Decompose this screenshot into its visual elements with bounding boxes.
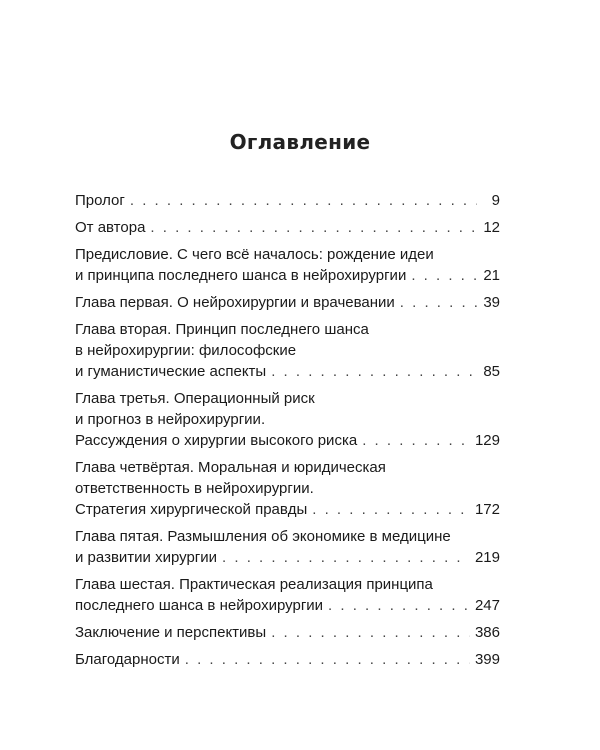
toc-entry-line	[75, 361, 500, 382]
toc-entry[interactable]	[75, 649, 500, 670]
toc-entry[interactable]	[75, 292, 500, 313]
toc-entry-line	[75, 190, 500, 211]
toc-entry[interactable]	[75, 217, 500, 238]
dot-leader	[150, 217, 477, 238]
toc-entry-line	[75, 526, 500, 547]
toc-entry-text: Предисловие. С чего всё началось: рождение идеи	[75, 246, 434, 263]
toc-page-number: 9	[491, 192, 500, 209]
toc-page-number: 247	[474, 597, 500, 614]
dot-leader	[400, 292, 477, 313]
toc-entry-text: Глава третья. Операционный риск	[75, 390, 315, 407]
toc-entry-line	[75, 622, 500, 643]
toc-page-number: 399	[474, 651, 500, 668]
toc-entry[interactable]	[75, 319, 500, 382]
toc-entry-line	[75, 499, 500, 520]
toc-page-number: 219	[474, 549, 500, 566]
toc-entry[interactable]	[75, 622, 500, 643]
toc-entry-text: Глава пятая. Размышления об экономике в медицине	[75, 528, 451, 545]
dot-leader	[328, 595, 470, 616]
toc-entry-text: и прогноз в нейрохирургии.	[75, 411, 266, 428]
toc-entry-text: Глава первая. О нейрохирургии и врачевании	[75, 294, 395, 311]
toc-entry-line	[75, 595, 500, 616]
toc-entry-line	[75, 457, 500, 478]
toc-entry-line	[75, 649, 500, 670]
toc-entry-text: в нейрохирургии: философские	[75, 342, 297, 359]
toc-entry-text: и принципа последнего шанса в нейрохирургии	[75, 267, 407, 284]
toc-entry-text: Стратегия хирургической правды	[75, 501, 308, 518]
toc-entry-text: От автора	[75, 219, 146, 236]
toc-entry-line	[75, 478, 500, 499]
page-title: Оглавление	[229, 130, 371, 154]
toc-page-number: 39	[483, 294, 500, 311]
toc-entry-text: и гуманистические аспекты	[75, 363, 267, 380]
dot-leader	[411, 265, 477, 286]
toc-entry-line	[75, 265, 500, 286]
dot-leader	[271, 361, 477, 382]
toc-entry-text: последнего шанса в нейрохирургии	[75, 597, 324, 614]
toc-entry-text: Глава вторая. Принцип последнего шанса	[75, 321, 369, 338]
toc-entry-text: Пролог	[75, 192, 125, 209]
toc-entry-line	[75, 244, 500, 265]
toc-entry-line	[75, 319, 500, 340]
toc-entry[interactable]	[75, 244, 500, 286]
toc-entry-text: Глава шестая. Практическая реализация принципа	[75, 576, 433, 593]
toc-page-number: 21	[483, 267, 500, 284]
toc-page-number: 85	[483, 363, 500, 380]
toc-entry-text: Заключение и перспективы	[75, 624, 267, 641]
toc-page-number: 12	[483, 219, 500, 236]
dot-leader	[185, 649, 470, 670]
toc-entry-line	[75, 547, 500, 568]
toc-entry-line	[75, 217, 500, 238]
toc-entry-line	[75, 574, 500, 595]
toc-entry-text: и развитии хирургии	[75, 549, 218, 566]
toc-entry[interactable]	[75, 526, 500, 568]
table-of-contents	[75, 190, 500, 676]
toc-entry-text: ответственность в нейрохирургии.	[75, 480, 314, 497]
toc-entry[interactable]	[75, 457, 500, 520]
dot-leader	[130, 190, 477, 211]
dot-leader	[271, 622, 470, 643]
toc-entry[interactable]	[75, 190, 500, 211]
toc-entry[interactable]	[75, 388, 500, 451]
toc-entry-text: Благодарности	[75, 651, 180, 668]
toc-entry[interactable]	[75, 574, 500, 616]
dot-leader	[312, 499, 470, 520]
toc-entry-line	[75, 340, 500, 361]
toc-entry-line	[75, 409, 500, 430]
toc-page-number: 129	[474, 432, 500, 449]
dot-leader	[222, 547, 470, 568]
toc-entry-line	[75, 430, 500, 451]
toc-entry-line	[75, 388, 500, 409]
dot-leader	[362, 430, 470, 451]
toc-entry-text: Рассуждения о хирургии высокого риска	[75, 432, 358, 449]
toc-page-number: 172	[474, 501, 500, 518]
toc-page-number: 386	[474, 624, 500, 641]
toc-entry-line	[75, 292, 500, 313]
toc-entry-text: Глава четвёртая. Моральная и юридическая	[75, 459, 386, 476]
